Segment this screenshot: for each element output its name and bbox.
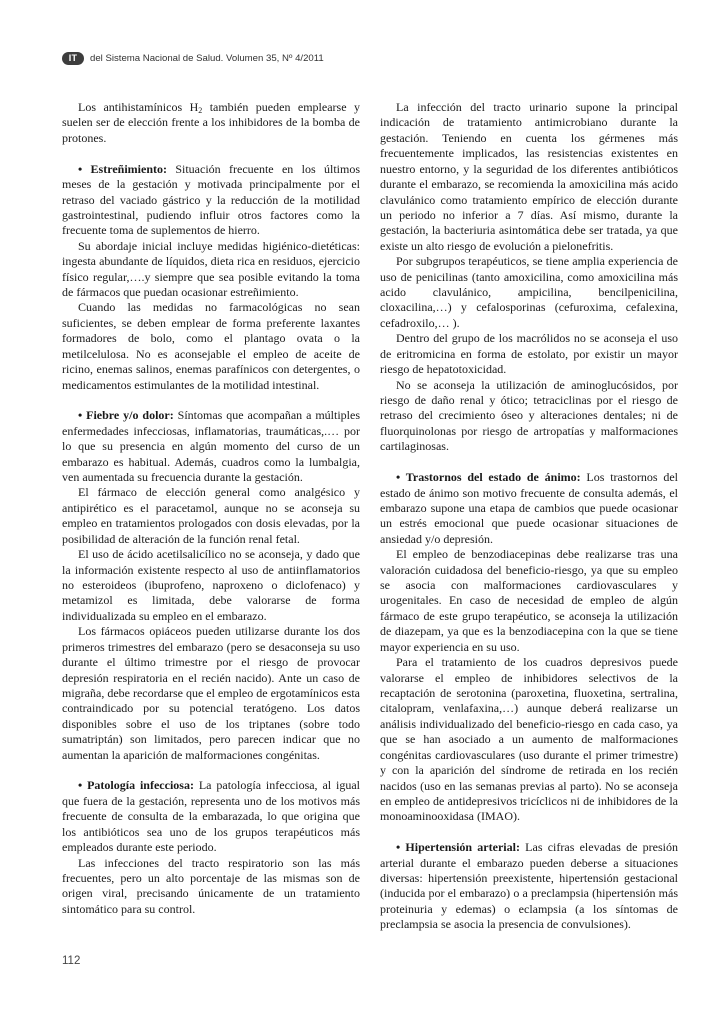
paragraph: Los fármacos opiáceos pueden utilizarse durante los dos primeros trimestres del embarazo (pero se desaconseja su uso durante el último trimestre por el riesgo de provocar depresión respiratoria en el recién nacido). Ante un caso de migraña, debe recordarse que el empleo de ergotamínicos esta contraindicado por su potencial teratógeno. Los datos disponibles sobre el uso de los triptanes (sobre todo sumatriptán) son limitados, pero parecen indicar que no aumentan la aparición de malformaciones congénitas.: [62, 624, 360, 762]
paragraph: El empleo de benzodiacepinas debe realizarse tras una valoración cuidadosa del beneficio-riesgo, ya que su empleo se asocia con malformaciones cardiovasculares y urogenitales. En caso de necesidad de empleo de algún fármaco de este grupo terapéutico, se aconseja la utilización de diazepam, ya que es la benzodiacepina con la que se tiene mayor experiencia en su uso.: [380, 547, 678, 654]
right-column: [380, 100, 678, 933]
running-header: [62, 51, 324, 65]
journal-logo: IT: [62, 52, 84, 65]
section-fiebre-dolor: • Fiebre y/o dolor: Síntomas que acompañan a múltiples enfermedades infecciosas, inflamatorias, traumáticas,.… por lo que su presencia en algún momento del curso de un embarazo es habitual. Además, cuadros como la lumbalgia, ven aumentada su frecuencia durante la gestación.: [62, 408, 360, 485]
paragraph: Los antihistamínicos $H_2$ también pueden emplearse y suelen ser de elección frente a los inhibidores de la bomba de protones.: [62, 100, 360, 145]
paragraph: La infección del tracto urinario supone la principal indicación de tratamiento antimicrobiano durante la gestación. Teniendo en cuenta los gérmenes más frecuentemente implicados, las resistencias existentes en nuestro entorno, y la seguridad de los diferentes antibióticos durante el embarazo, se recomienda la amoxicilina más acido clavulánico como tratamiento empírico de elección durante un periodo no inferior a 7 días. Así mismo, durante la gestación, la bacteriuria asintomática debe ser tratada, ya que existe un alto riesgo de evolución a pielonefritis.: [380, 100, 678, 253]
section-trastornos-animo: • Trastornos del estado de ánimo: Los trastornos del estado de ánimo son motivo frecuente de consulta además, el embarazo supone una etapa de cambios que puede ocasionar un estrés emocional que puede ocasionar situaciones de ansiedad y/o depresión.: [380, 470, 678, 546]
left-column: [62, 100, 360, 917]
paragraph: Para el tratamiento de los cuadros depresivos puede valorarse el empleo de inhibidores selectivos de la recaptación de serotonina (paroxetina, fluoxetina, sertralina, citalopram, venlafaxina,…) aunque deberá realizarse un análisis individualizado del beneficio-riesgo en cada caso, ya que se han asociado a un aumento de malformaciones congénitas cardiovasculares (uso durante el primer trimestre) y con la aparición del síndrome de retirada en los recién nacidos (uso en las semanas previas al parto). No se aconseja en empleo de antidepresivos tricíclicos ni de inhibidores de la monoaminooxidasa (IMAO).: [380, 655, 678, 824]
paragraph: El fármaco de elección general como analgésico y antipirético es el paracetamol, aunque no se aconseja su empleo en tratamientos prologados con dosis elevadas, por la posibilidad de alteración de la función renal fetal.: [62, 485, 360, 546]
paragraph: El uso de ácido acetilsalicílico no se aconseja, y dado que la información existente respecto al uso de antiinflamatorios no esteroideos (ibuprofeno, naproxeno o diclofenaco) y metamizol es limitada, debe valorarse de forma individualizada su empleo en el embarazo.: [62, 547, 360, 623]
paragraph: Su abordaje inicial incluye medidas higiénico-dietéticas: ingesta abundante de líquidos, dieta rica en residuos, ejercicio físico regular,….y siempre que sea posible evitando la toma de fármacos que puedan ocasionar estreñimiento.: [62, 238, 360, 300]
section-estrenimiento: • Estreñimiento: Situación frecuente en los últimos meses de la gestación y motivada principalmente por el retraso del vaciado gástrico y la reducción de la motilidad gastrointestinal, pudiendo influir otros factores como la frecuente toma de suplementos de hierro.: [62, 161, 360, 238]
paragraph: Dentro del grupo de los macrólidos no se aconseja el uso de eritromicina en forma de estolato, por existir un mayor riesgo de hepatotoxicidad.: [380, 331, 678, 377]
journal-citation: del Sistema Nacional de Salud. Volumen 35, Nº 4/2011: [90, 52, 324, 64]
paragraph: No se aconseja la utilización de aminoglucósidos, por riesgo de daño renal y ótico; tetraciclinas por el riesgo de retraso del crecimiento óseo y alteraciones dentales; ni de fluorquinolonas por riesgo de artropatías y malformaciones cartilaginosas.: [380, 377, 678, 454]
page-number: 112: [62, 955, 81, 967]
paragraph: Por subgrupos terapéuticos, se tiene amplia experiencia de uso de penicilinas (tanto amoxicilina, como amoxicilina más acido clavulánico, ampicilina, bencilpenicilina, cloxacilina,…) y cefalosporinas (cefuroxima, cefalexina, cefadroxilo,… ).: [380, 254, 678, 330]
section-patologia-infecciosa: • Patología infecciosa: La patología infecciosa, al igual que fuera de la gestación, representa uno de los motivos más frecuente de consulta de la embarazada, lo que origina que los antibióticos sea uno de los grupos terapéuticos más empleados durante este periodo.: [62, 778, 360, 855]
section-hipertension-arterial: • Hipertensión arterial: Las cifras elevadas de presión arterial durante el embarazo pueden deberse a situaciones diversas: hipertensión preexistente, hipertensión gestacional (inducida por el embarazo) o a preclampsia (hipertensión más proteinuria y edemas) o eclampsia (a los síntomas de preclampsia se asocia la presencia de convulsiones).: [380, 840, 678, 932]
paragraph: Cuando las medidas no farmacológicas no sean suficientes, se deben emplear de forma preferente laxantes formadores de bolo, como el plantago ovata o la metilcelulosa. No es aconsejable el empleo de aceite de ricino, enemas salinos, enemas parafínicos con detergentes, o medicamentos estimulantes de la motilidad intestinal.: [62, 300, 360, 392]
paragraph: Las infecciones del tracto respiratorio son las más frecuentes, pero un alto porcentaje de las mismas son de origen viral, precisando únicamente de un tratamiento sintomático para su control.: [62, 855, 360, 916]
